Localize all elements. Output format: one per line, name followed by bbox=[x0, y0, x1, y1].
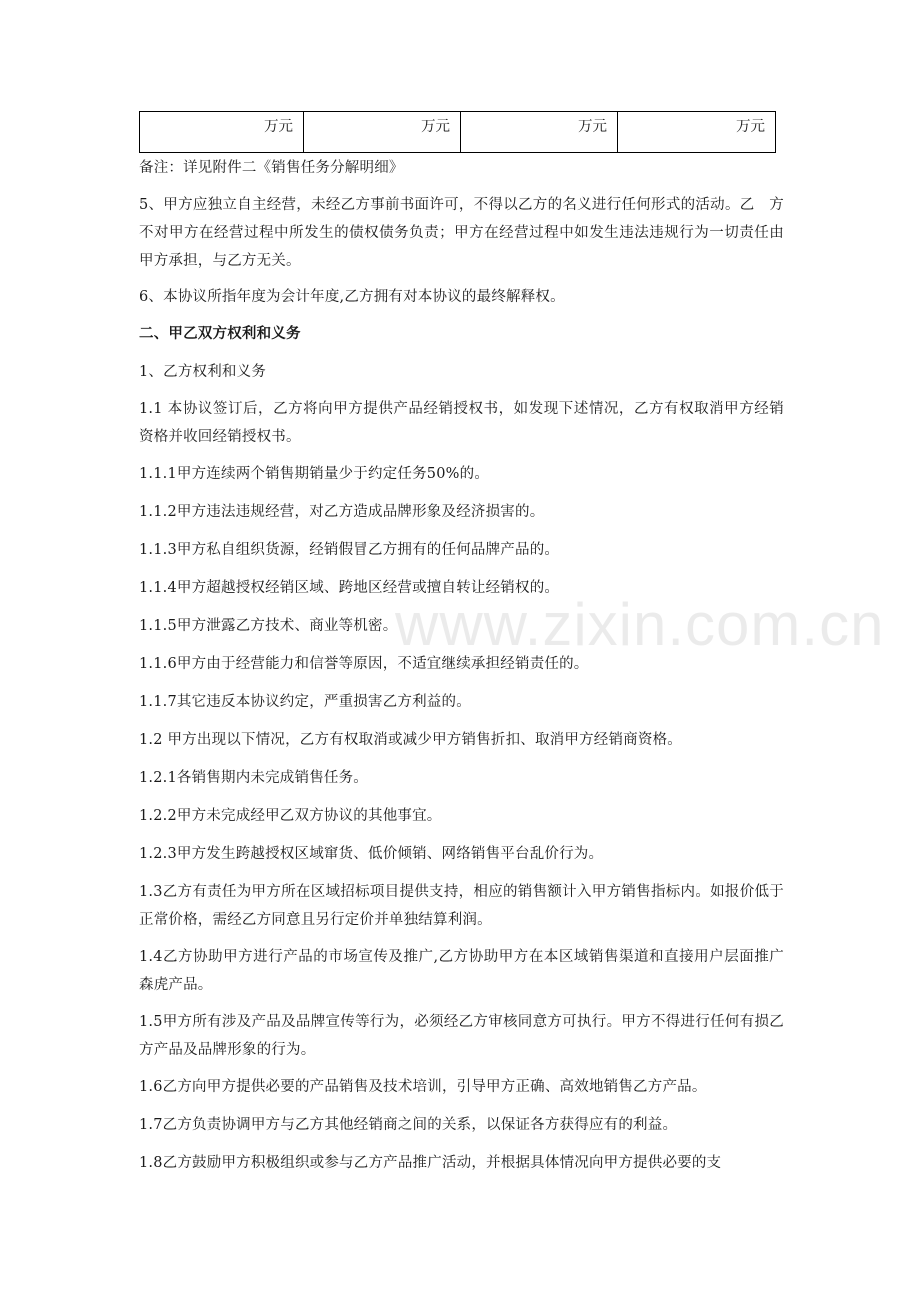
clause-1-8: 1.8乙方鼓励甲方积极组织或参与乙方产品推广活动，并根据具体情况向甲方提供必要的支 bbox=[139, 1155, 722, 1171]
clause-1-1-6: 1.1.6甲方由于经营能力和信誉等原因，不适宜继续承担经销责任的。 bbox=[139, 656, 589, 672]
clause-1-1: 1.1 本协议签订后，乙方将向甲方提供产品经销授权书，如发现下述情况，乙方有权取消甲方经销资格并收回经销授权书。 bbox=[139, 401, 784, 445]
clause-1-2-3: 1.2.3甲方发生跨越授权区域窜货、低价倾销、网络销售平台乱价行为。 bbox=[139, 846, 604, 862]
clause-1-1-1: 1.1.1甲方连续两个销售期销量少于约定任务50%的。 bbox=[139, 466, 490, 482]
table-cell: 万元 bbox=[140, 112, 304, 153]
clause-1-1-5: 1.1.5甲方泄露乙方技术、商业等机密。 bbox=[139, 618, 398, 634]
table-cell: 万元 bbox=[618, 112, 776, 153]
section-heading: 二、甲乙双方权利和义务 bbox=[139, 326, 301, 342]
table-row bbox=[140, 112, 776, 153]
clause-1-1-7: 1.1.7其它违反本协议约定，严重损害乙方利益的。 bbox=[139, 694, 471, 710]
table-cell: 万元 bbox=[461, 112, 618, 153]
clause-5: 5、甲方应独立自主经营，未经乙方事前书面许可，不得以乙方的名义进行任何形式的活动。乙 方不对甲方在经营过程中所发生的债权债务负责；甲方在经营过程中如发生违法违规行为一切责任由甲方承担，与乙方无关。 bbox=[139, 197, 784, 269]
watermark: www.zixin.com.cn bbox=[395, 591, 885, 658]
table-cell: 万元 bbox=[304, 112, 461, 153]
clause-1-6: 1.6乙方向甲方提供必要的产品销售及技术培训，引导甲方正确、高效地销售乙方产品。 bbox=[139, 1079, 707, 1095]
clause-1-5: 1.5甲方所有涉及产品及品牌宣传等行为，必须经乙方审核同意方可执行。甲方不得进行任何有损乙方产品及品牌形象的行为。 bbox=[139, 1014, 784, 1058]
clause-1-3: 1.3乙方有责任为甲方所在区域招标项目提供支持，相应的销售额计入甲方销售指标内。如报价低于正常价格，需经乙方同意且另行定价并单独结算利润。 bbox=[139, 884, 784, 928]
clause-1-2: 1.2 甲方出现以下情况，乙方有权取消或减少甲方销售折扣、取消甲方经销商资格。 bbox=[139, 732, 682, 748]
clause-1-2-2: 1.2.2甲方未完成经甲乙双方协议的其他事宜。 bbox=[139, 808, 442, 824]
clause-1-1-2: 1.1.2甲方违法违规经营，对乙方造成品牌形象及经济损害的。 bbox=[139, 504, 545, 520]
clause-1-2-1: 1.2.1各销售期内未完成销售任务。 bbox=[139, 770, 368, 786]
sales-task-table bbox=[139, 111, 776, 153]
clause-1-1-3: 1.1.3甲方私自组织货源，经销假冒乙方拥有的任何品牌产品的。 bbox=[139, 542, 560, 558]
clause-1-1-4: 1.1.4甲方超越授权经销区域、跨地区经营或擅自转让经销权的。 bbox=[139, 580, 560, 596]
subsection-heading: 1、乙方权利和义务 bbox=[139, 364, 267, 380]
clause-1-4: 1.4乙方协助甲方进行产品的市场宣传及推广,乙方协助甲方在本区域销售渠道和直接用户层面推广森虎产品。 bbox=[139, 949, 784, 993]
clause-6: 6、本协议所指年度为会计年度,乙方拥有对本协议的最终解释权。 bbox=[139, 289, 565, 305]
clause-1-7: 1.7乙方负责协调甲方与乙方其他经销商之间的关系，以保证各方获得应有的利益。 bbox=[139, 1117, 678, 1133]
table-note: 备注：详见附件二《销售任务分解明细》 bbox=[139, 160, 404, 176]
